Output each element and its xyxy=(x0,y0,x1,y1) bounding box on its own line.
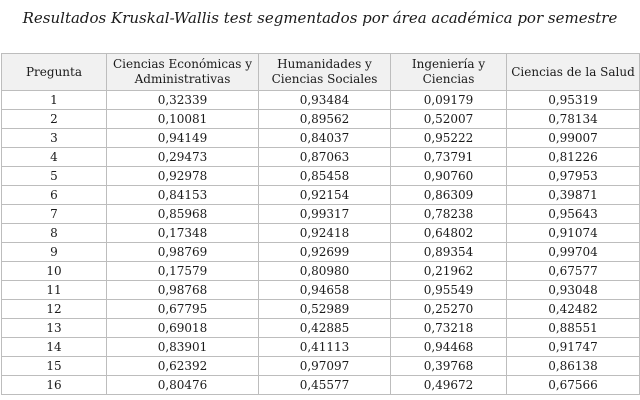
cell-humanidades: 0,93484 xyxy=(259,91,391,110)
cell-humanidades: 0,87063 xyxy=(259,148,391,167)
cell-ciencias-salud: 0,81226 xyxy=(507,148,640,167)
cell-ciencias-salud: 0,95319 xyxy=(507,91,640,110)
cell-ciencias-salud: 0,86138 xyxy=(507,357,640,376)
cell-ingenieria: 0,52007 xyxy=(391,110,507,129)
cell-ciencias-economicas: 0,98768 xyxy=(107,281,259,300)
table-row xyxy=(2,243,640,262)
table-row xyxy=(2,281,640,300)
cell-humanidades: 0,52989 xyxy=(259,300,391,319)
table-row xyxy=(2,148,640,167)
cell-ingenieria: 0,73791 xyxy=(391,148,507,167)
table-row xyxy=(2,338,640,357)
cell-ingenieria: 0,78238 xyxy=(391,205,507,224)
table-row xyxy=(2,205,640,224)
cell-humanidades: 0,85458 xyxy=(259,167,391,186)
table-row xyxy=(2,319,640,338)
cell-humanidades: 0,89562 xyxy=(259,110,391,129)
table-row xyxy=(2,110,640,129)
cell-ciencias-economicas: 0,85968 xyxy=(107,205,259,224)
results-table xyxy=(1,53,640,395)
cell-ciencias-salud: 0,91074 xyxy=(507,224,640,243)
table-row xyxy=(2,376,640,395)
cell-ingenieria: 0,94468 xyxy=(391,338,507,357)
cell-pregunta: 1 xyxy=(2,91,107,110)
cell-pregunta: 7 xyxy=(2,205,107,224)
cell-ingenieria: 0,39768 xyxy=(391,357,507,376)
cell-ciencias-salud: 0,95643 xyxy=(507,205,640,224)
cell-ingenieria: 0,21962 xyxy=(391,262,507,281)
cell-ciencias-economicas: 0,10081 xyxy=(107,110,259,129)
cell-ciencias-economicas: 0,17579 xyxy=(107,262,259,281)
cell-ciencias-economicas: 0,80476 xyxy=(107,376,259,395)
cell-ingenieria: 0,89354 xyxy=(391,243,507,262)
cell-humanidades: 0,92418 xyxy=(259,224,391,243)
cell-pregunta: 10 xyxy=(2,262,107,281)
cell-ciencias-economicas: 0,17348 xyxy=(107,224,259,243)
cell-humanidades: 0,94658 xyxy=(259,281,391,300)
cell-ciencias-economicas: 0,29473 xyxy=(107,148,259,167)
cell-ciencias-economicas: 0,94149 xyxy=(107,129,259,148)
cell-ciencias-salud: 0,91747 xyxy=(507,338,640,357)
cell-pregunta: 6 xyxy=(2,186,107,205)
cell-humanidades: 0,92154 xyxy=(259,186,391,205)
cell-humanidades: 0,99317 xyxy=(259,205,391,224)
cell-pregunta: 11 xyxy=(2,281,107,300)
cell-ciencias-economicas: 0,69018 xyxy=(107,319,259,338)
cell-ciencias-economicas: 0,32339 xyxy=(107,91,259,110)
cell-humanidades: 0,97097 xyxy=(259,357,391,376)
table-row xyxy=(2,129,640,148)
cell-humanidades: 0,92699 xyxy=(259,243,391,262)
table-row xyxy=(2,300,640,319)
cell-ingenieria: 0,49672 xyxy=(391,376,507,395)
cell-pregunta: 12 xyxy=(2,300,107,319)
cell-pregunta: 15 xyxy=(2,357,107,376)
cell-pregunta: 16 xyxy=(2,376,107,395)
cell-humanidades: 0,41113 xyxy=(259,338,391,357)
cell-ciencias-salud: 0,78134 xyxy=(507,110,640,129)
header-ciencias-economicas: Ciencias Económicas y Administrativas xyxy=(107,54,259,91)
cell-pregunta: 14 xyxy=(2,338,107,357)
cell-ciencias-salud: 0,93048 xyxy=(507,281,640,300)
cell-ingenieria: 0,73218 xyxy=(391,319,507,338)
cell-ciencias-economicas: 0,67795 xyxy=(107,300,259,319)
cell-ingenieria: 0,64802 xyxy=(391,224,507,243)
cell-pregunta: 8 xyxy=(2,224,107,243)
cell-humanidades: 0,80980 xyxy=(259,262,391,281)
cell-ciencias-salud: 0,97953 xyxy=(507,167,640,186)
table-row xyxy=(2,186,640,205)
header-ciencias-salud: Ciencias de la Salud xyxy=(507,54,640,91)
cell-ciencias-salud: 0,88551 xyxy=(507,319,640,338)
cell-ciencias-economicas: 0,98769 xyxy=(107,243,259,262)
header-pregunta: Pregunta xyxy=(2,54,107,91)
cell-ingenieria: 0,09179 xyxy=(391,91,507,110)
table-body xyxy=(2,91,640,395)
cell-humanidades: 0,84037 xyxy=(259,129,391,148)
cell-humanidades: 0,42885 xyxy=(259,319,391,338)
cell-ingenieria: 0,25270 xyxy=(391,300,507,319)
cell-ingenieria: 0,95549 xyxy=(391,281,507,300)
cell-ingenieria: 0,90760 xyxy=(391,167,507,186)
header-ingenieria: Ingeniería y Ciencias xyxy=(391,54,507,91)
cell-ciencias-economicas: 0,83901 xyxy=(107,338,259,357)
cell-humanidades: 0,45577 xyxy=(259,376,391,395)
cell-pregunta: 4 xyxy=(2,148,107,167)
table-title: Resultados Kruskal-Wallis test segmentados por área académica por semestre xyxy=(22,9,618,27)
cell-ciencias-salud: 0,42482 xyxy=(507,300,640,319)
table-header xyxy=(2,54,640,91)
header-humanidades: Humanidades y Ciencias Sociales xyxy=(259,54,391,91)
table-row xyxy=(2,357,640,376)
cell-ciencias-salud: 0,67566 xyxy=(507,376,640,395)
cell-pregunta: 2 xyxy=(2,110,107,129)
table-row xyxy=(2,167,640,186)
table-row xyxy=(2,91,640,110)
cell-pregunta: 9 xyxy=(2,243,107,262)
cell-ciencias-salud: 0,39871 xyxy=(507,186,640,205)
table-row xyxy=(2,262,640,281)
cell-ingenieria: 0,95222 xyxy=(391,129,507,148)
cell-ciencias-salud: 0,99704 xyxy=(507,243,640,262)
cell-pregunta: 3 xyxy=(2,129,107,148)
cell-ciencias-economicas: 0,62392 xyxy=(107,357,259,376)
cell-pregunta: 13 xyxy=(2,319,107,338)
header-row xyxy=(2,54,640,91)
cell-ciencias-salud: 0,67577 xyxy=(507,262,640,281)
cell-ingenieria: 0,86309 xyxy=(391,186,507,205)
cell-ciencias-salud: 0,99007 xyxy=(507,129,640,148)
cell-pregunta: 5 xyxy=(2,167,107,186)
table-row xyxy=(2,224,640,243)
cell-ciencias-economicas: 0,92978 xyxy=(107,167,259,186)
cell-ciencias-economicas: 0,84153 xyxy=(107,186,259,205)
